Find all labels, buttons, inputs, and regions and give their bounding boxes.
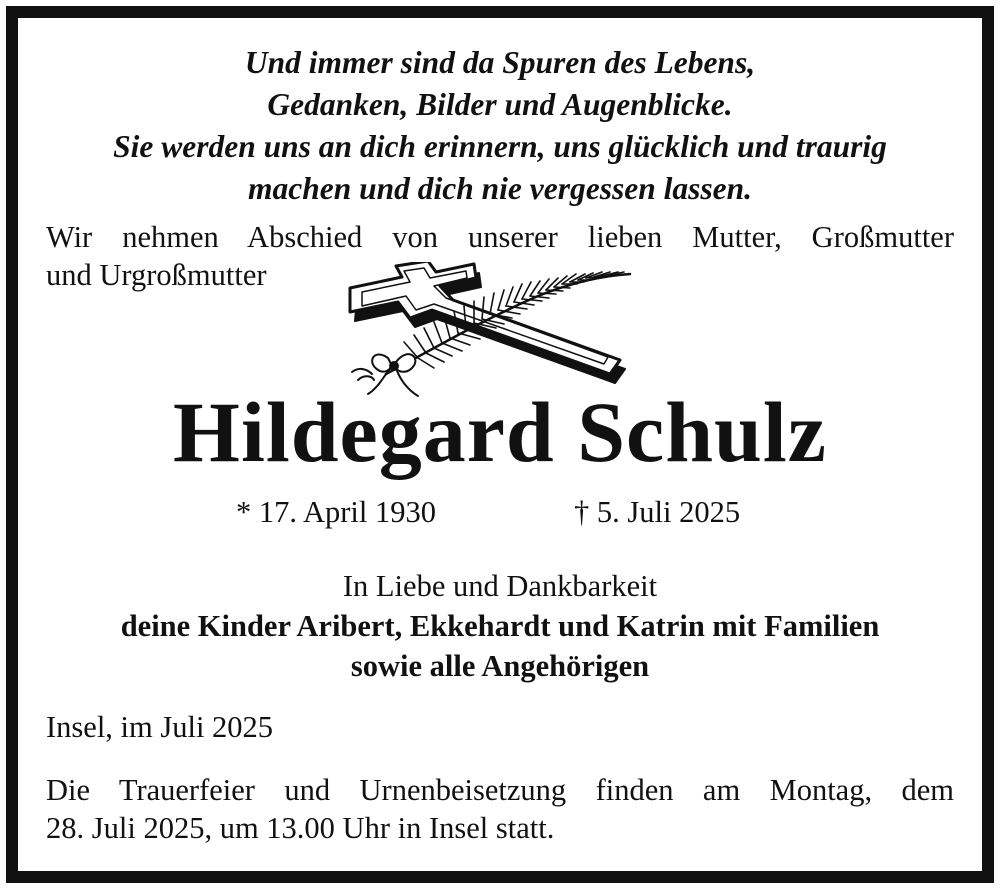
poem-line: Sie werden uns an dich erinnern, uns glücklich und traurig: [113, 129, 887, 164]
place-and-date: Insel, im Juli 2025: [46, 710, 274, 744]
mourners-line: deine Kinder Aribert, Ekkehardt und Katrin mit Familien: [120, 609, 880, 643]
poem-line: Gedanken, Bilder und Augenblicke.: [267, 87, 733, 122]
mourners-block: [0, 566, 1000, 686]
funeral-service-line: Die Trauerfeier und Urnenbeisetzung finden am Montag, dem: [46, 773, 954, 807]
poem: [0, 42, 1000, 210]
deceased-name: Hildegard Schulz: [173, 384, 827, 480]
funeral-service-line: 28. Juli 2025, um 13.00 Uhr in Insel statt.: [46, 811, 555, 845]
mourners-intro: In Liebe und Dankbarkeit: [342, 569, 658, 603]
farewell-intro-line: und Urgroßmutter: [46, 258, 267, 292]
funeral-service-info: [46, 771, 954, 847]
birth-date: * 17. April 1930: [236, 495, 436, 529]
farewell-intro-line: Wir nehmen Abschied von unserer lieben Mutter, Großmutter: [46, 220, 954, 254]
poem-line: Und immer sind da Spuren des Lebens,: [244, 45, 756, 80]
mourners-line: sowie alle Angehörigen: [350, 649, 650, 683]
poem-line: machen und dich nie vergessen lassen.: [247, 171, 753, 206]
death-date: † 5. Juli 2025: [574, 495, 741, 529]
cross-with-palm-branch-icon: [338, 262, 638, 400]
